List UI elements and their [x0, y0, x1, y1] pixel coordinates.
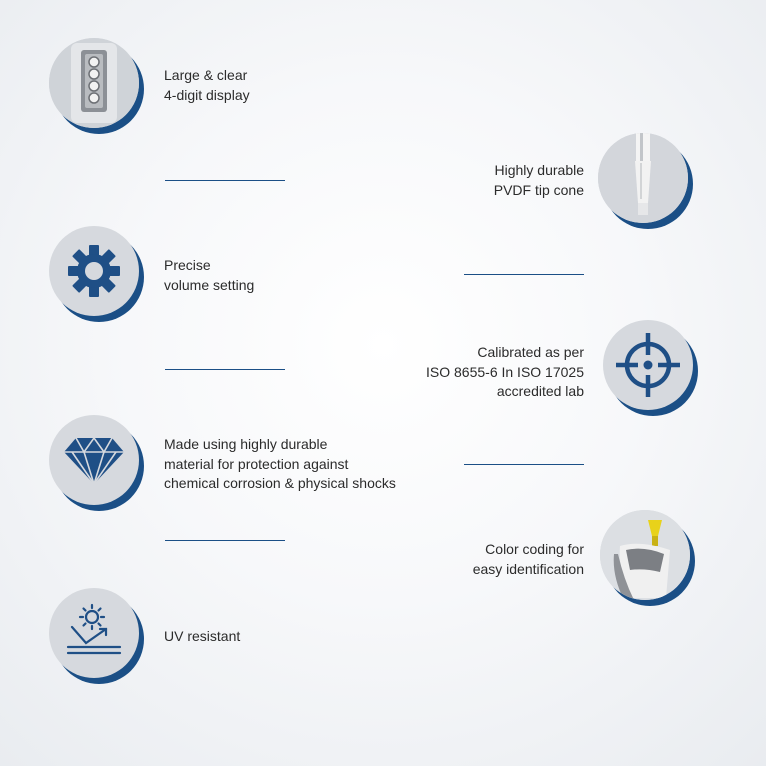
- tip-cone-photo: [598, 133, 688, 223]
- feature-material-badge: [49, 415, 139, 505]
- feature-calibration-badge: [603, 320, 693, 410]
- divider: [464, 274, 584, 275]
- feature-calibration-label: Calibrated as per ISO 8655-6 In ISO 17025 accredited lab: [426, 344, 584, 399]
- divider: [165, 180, 285, 181]
- feature-uv-label: UV resistant: [164, 628, 241, 644]
- feature-uv-badge: [49, 588, 139, 678]
- feature-display-label: Large & clear 4-digit display: [164, 67, 250, 103]
- divider: [165, 540, 285, 541]
- divider: [165, 369, 285, 370]
- display-photo: [49, 38, 139, 128]
- feature-volume-badge: [49, 226, 139, 316]
- divider: [464, 464, 584, 465]
- color-coded-pipette-photo: [600, 510, 690, 600]
- feature-display-badge: [49, 38, 139, 128]
- feature-color-coding-label: Color coding for easy identification: [472, 541, 584, 577]
- uv-resistant-icon: [62, 601, 126, 665]
- feature-material-label: Made using highly durable material for protection against chemical corrosion & physical shocks: [164, 436, 396, 491]
- feature-volume-label: Precise volume setting: [164, 257, 255, 293]
- diamond-icon: [62, 434, 126, 486]
- feature-color-coding-badge: [600, 510, 690, 600]
- target-crosshair-icon: [613, 330, 683, 400]
- feature-tip-cone-label: Highly durable PVDF tip cone: [493, 162, 584, 198]
- feature-tip-cone-badge: [598, 133, 688, 223]
- gear-icon: [66, 243, 122, 299]
